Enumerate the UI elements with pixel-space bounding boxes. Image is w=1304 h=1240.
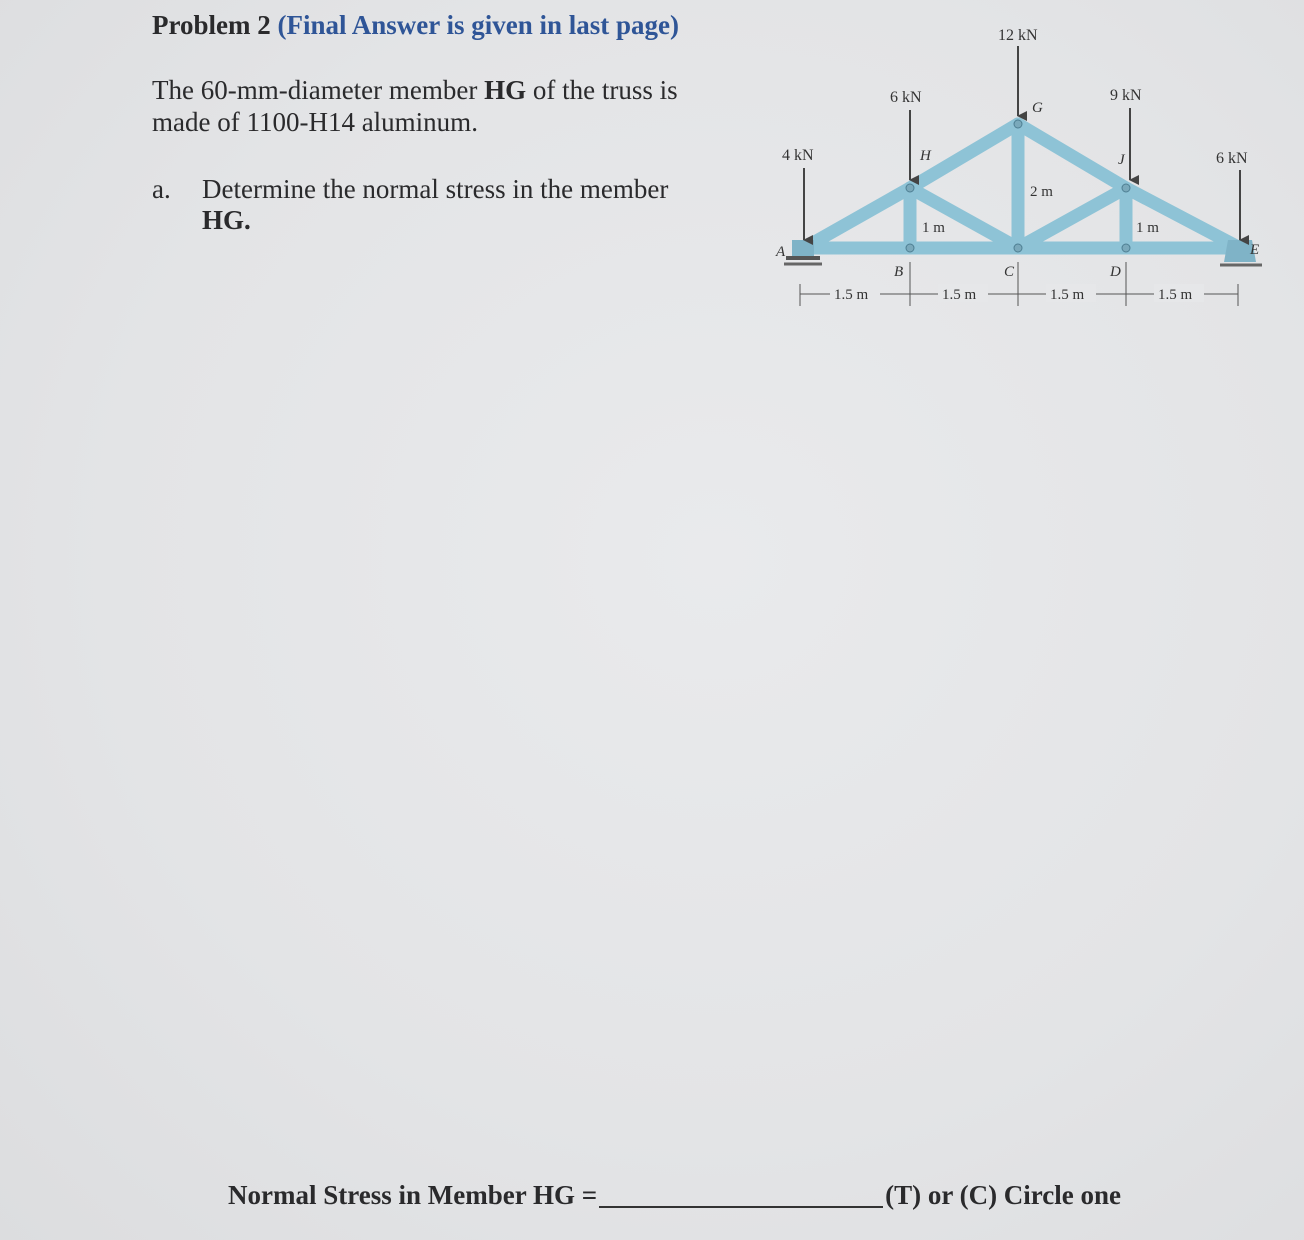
- statement-part-2: of the truss is made of 1100-H14 aluminum.: [152, 75, 678, 137]
- load-label-j: 9 kN: [1110, 87, 1142, 104]
- joint-label-e: E: [1250, 242, 1260, 258]
- member-hc: [910, 188, 1018, 248]
- final-answer-note: (Final Answer is given in last page): [277, 10, 680, 40]
- answer-line: [228, 1180, 1121, 1211]
- answer-blank[interactable]: [599, 1180, 883, 1208]
- statement-part-1: The 60-mm-diameter member: [152, 75, 485, 105]
- answer-label: Normal Stress in Member HG =: [228, 1180, 598, 1210]
- question-body: Determine the normal stress in the member: [202, 174, 669, 204]
- member-je: [1126, 188, 1240, 248]
- statement-member: HG: [484, 75, 527, 105]
- answer-suffix: (T) or (C) Circle one: [885, 1180, 1122, 1210]
- truss-members: [804, 124, 1240, 248]
- load-label-e: 6 kN: [1216, 150, 1248, 167]
- load-label-a: 4 kN: [782, 147, 814, 164]
- joint-label-j: J: [1118, 152, 1125, 168]
- question-marker: a.: [152, 174, 171, 204]
- joint-label-a: A: [776, 244, 786, 260]
- truss-diagram: [770, 18, 1270, 318]
- dim-height-right: 1 m: [1136, 220, 1159, 236]
- joint-label-g: G: [1032, 100, 1043, 116]
- load-label-h: 6 kN: [890, 89, 922, 106]
- joint-label-h: H: [920, 148, 931, 164]
- question-member: HG.: [202, 205, 251, 235]
- dim-span-1: 1.5 m: [834, 287, 869, 303]
- dim-span-2: 1.5 m: [942, 287, 977, 303]
- problem-statement: [152, 74, 732, 138]
- problem-number: Problem 2: [152, 10, 271, 40]
- joint-label-c: C: [1004, 264, 1015, 280]
- member-ah: [804, 188, 910, 248]
- joint-label-b: B: [894, 264, 904, 280]
- joint-label-d: D: [1110, 264, 1121, 280]
- load-label-g: 12 kN: [998, 27, 1038, 44]
- dim-span-3: 1.5 m: [1050, 287, 1085, 303]
- problem-title: [152, 10, 679, 41]
- member-gj: [1018, 124, 1126, 188]
- dim-height-center: 2 m: [1030, 184, 1053, 200]
- dim-height-left: 1 m: [922, 220, 945, 236]
- question-text: [202, 174, 722, 236]
- dim-span-4: 1.5 m: [1158, 287, 1193, 303]
